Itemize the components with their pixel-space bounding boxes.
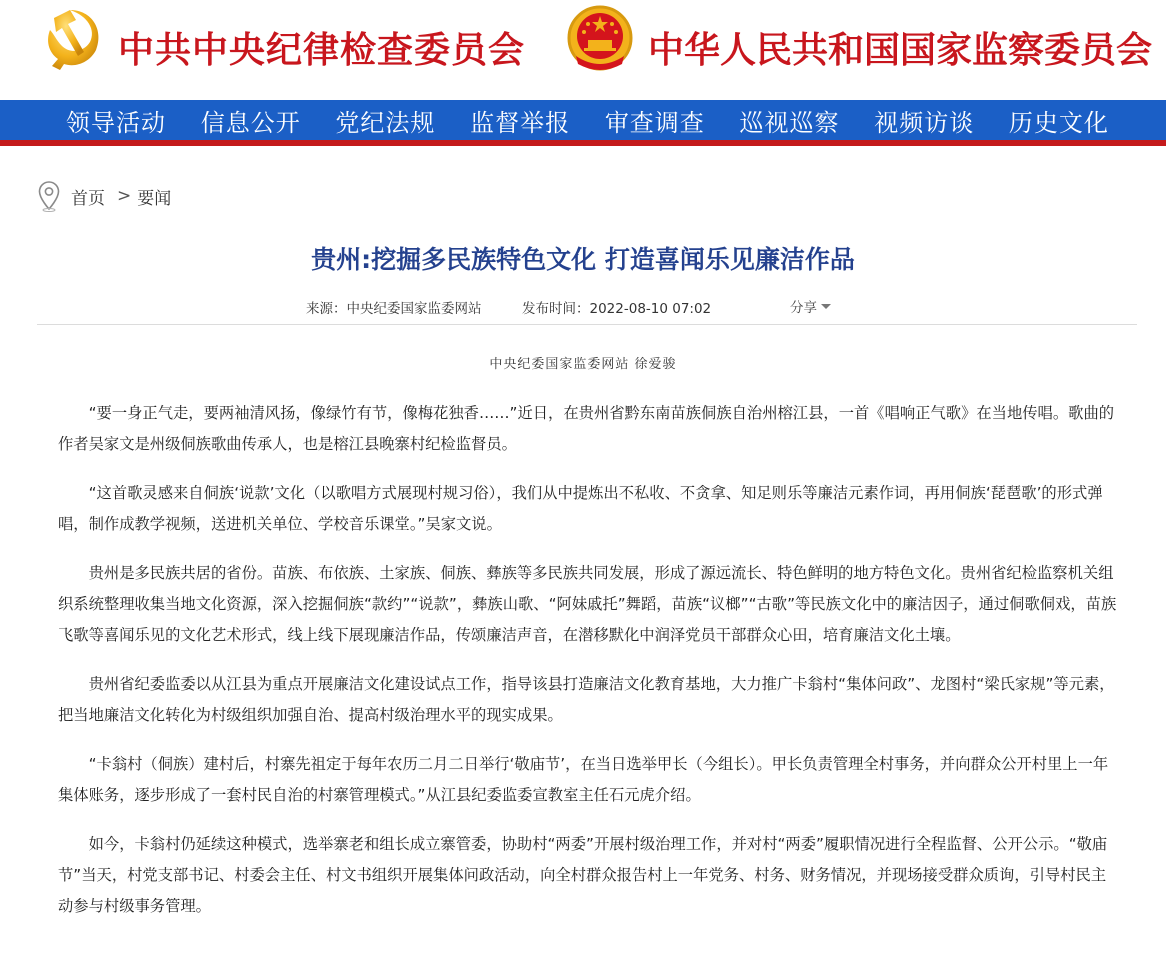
share-label: 分享 xyxy=(790,300,817,316)
nav-item-video[interactable]: 视频访谈 xyxy=(874,108,975,137)
breadcrumb-home-link[interactable]: 首页 xyxy=(71,188,105,209)
nav-item-report[interactable]: 监督举报 xyxy=(470,108,571,137)
share-button[interactable] xyxy=(790,296,831,316)
breadcrumb-current[interactable]: 要闻 xyxy=(137,188,172,209)
national-emblem-icon xyxy=(566,4,634,74)
article-byline: 中央纪委国家监委网站 徐爱骏 xyxy=(489,357,677,372)
article-paragraph: 如今，卡翁村仍延续这种模式，选举寨老和组长成立寨管委，协助村“两委”开展村级治理工作，并对村“两委”履职情况进行全程监督、公开公示。“敬庙节”当天，村党支部书记、村委会主任、村文书组织开展集体问政活动，向全村群众报告村上一年党务、村务、财务情况，并现场接受群众质询，引导村民主动参与村级事务管理。 xyxy=(58,835,1108,915)
breadcrumb-separator: > xyxy=(117,186,132,206)
meta-divider xyxy=(37,324,1137,325)
party-emblem-icon xyxy=(40,4,106,74)
breadcrumb xyxy=(37,180,171,212)
nav-item-investigation[interactable]: 审查调查 xyxy=(604,108,705,137)
article-body xyxy=(58,398,1120,940)
location-pin-icon xyxy=(37,180,61,212)
article-paragraph: 贵州省纪委监委以从江县为重点开展廉洁文化建设试点工作，指导该县打造廉洁文化教育基地，大力推广卡翁村“集体问政”、龙图村“梁氏家规”等元素，把当地廉洁文化转化为村级组织加强自治、提高村级治理水平的现实成果。 xyxy=(58,675,1115,724)
chevron-down-icon xyxy=(821,304,831,309)
site-header xyxy=(0,0,1166,100)
article-date: 发布时间：2022-08-10 07:02 xyxy=(522,301,712,317)
nav-item-leadership[interactable]: 领导活动 xyxy=(66,108,166,137)
nav-item-history[interactable]: 历史文化 xyxy=(1008,108,1109,137)
cpc-ccdi-title: 中共中央纪律检查委员会 xyxy=(118,29,526,71)
main-nav xyxy=(0,100,1166,146)
article-paragraph: “要一身正气走，要两袖清风扬，像绿竹有节，像梅花独香……”近日，在贵州省黔东南苗族侗族自治州榕江县，一首《唱响正气歌》在当地传唱。歌曲的作者吴家文是州级侗族歌曲传承人，也是榕江县晚寨村纪检监督员。 xyxy=(58,404,1115,453)
nav-item-info-disclosure[interactable]: 信息公开 xyxy=(200,108,301,137)
article-source: 来源：中央纪委国家监委网站 xyxy=(306,301,482,317)
article-paragraph: 贵州是多民族共居的省份。苗族、布依族、土家族、侗族、彝族等多民族共同发展，形成了源远流长、特色鲜明的地方特色文化。贵州省纪检监察机关组织系统整理收集当地文化资源，深入挖掘侗族“款约”“说款”，彝族山歌、“阿妹戚托”舞蹈，苗族“议榔”“古歌”等民族文化中的廉洁因子，通过侗歌侗戏，苗族飞歌等喜闻乐见的文化艺术形式，线上线下展现廉洁作品，传颂廉洁声音，在潜移默化中润泽党员干部群众心田，培育廉洁文化土壤。 xyxy=(58,564,1117,644)
article-paragraph: “卡翁村（侗族）建村后，村寨先祖定于每年农历二月二日举行‘敬庙节’，在当日选举甲长（今组长）。甲长负责管理全村事务，并向群众公开村里上一年集体账务，逐步形成了一套村民自治的村寨管理模式。”从江县纪委监委宣教室主任石元虎介绍。 xyxy=(58,755,1109,804)
nav-item-inspection[interactable]: 巡视巡察 xyxy=(739,108,840,137)
nsc-title: 中华人民共和国国家监察委员会 xyxy=(648,29,1153,71)
article-paragraph: “这首歌灵感来自侗族‘说款’文化（以歌唱方式展现村规习俗），我们从中提炼出不私收、不贪拿、知足则乐等廉洁元素作词，再用侗族‘琵琶歌’的形式弹唱，制作成教学视频，送进机关单位、学校音乐课堂。”吴家文说。 xyxy=(58,484,1103,533)
article-title: 贵州:挖掘多民族特色文化 打造喜闻乐见廉洁作品 xyxy=(311,245,855,274)
nav-item-regulations[interactable]: 党纪法规 xyxy=(335,108,436,137)
